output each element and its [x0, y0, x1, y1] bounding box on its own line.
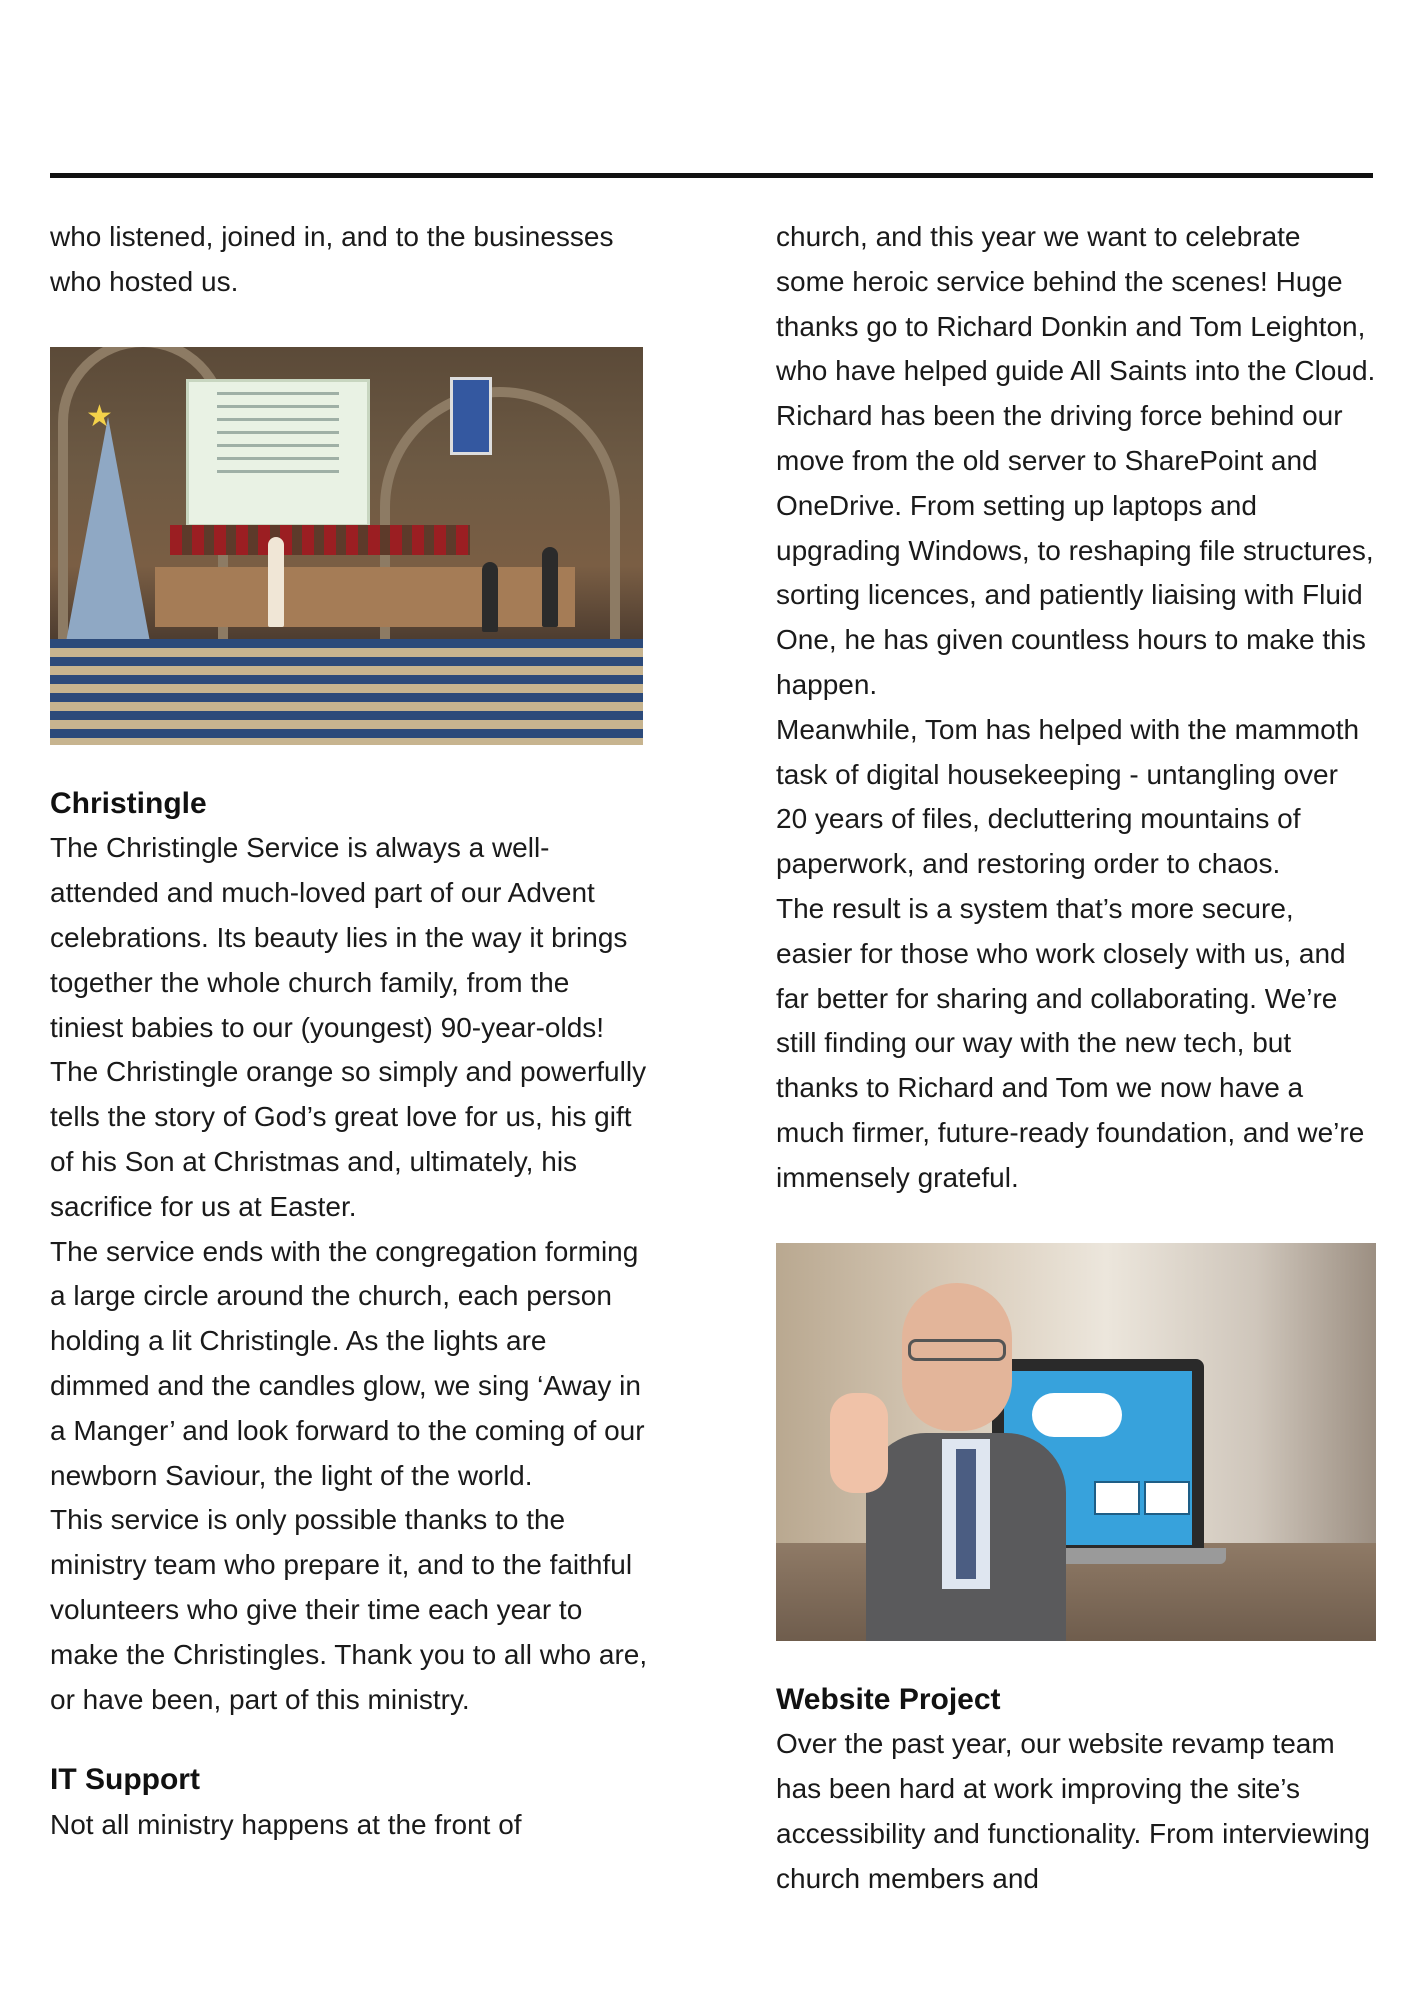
it-support-heading: IT Support	[50, 1763, 200, 1797]
it-support-paragraph: The result is a system that’s more secure, easier for those who work closely with us, and far better for sharing and collaborating. We’re still finding our way with the new tech, but thanks to Richard and Tom we now have a much firmer, future-ready foundation, and we’re immensely grateful.	[776, 892, 1365, 1193]
it-support-paragraph-start: Not all ministry happens at the front of	[50, 1809, 522, 1841]
header-rule	[50, 173, 1373, 178]
it-support-photo	[776, 1243, 1376, 1641]
christingle-paragraph: This service is only possible thanks to the ministry team who prepare it, and to the faithful volunteers who give their time each year to make the Christingles. Thank you to all who are, or have been, part of this ministry.	[50, 1504, 648, 1715]
intro-paragraph: who listened, joined in, and to the businesses who hosted us.	[50, 221, 614, 297]
website-project-heading: Website Project	[776, 1682, 1001, 1716]
christingle-service-photo: ★	[50, 347, 643, 745]
it-support-paragraph: Meanwhile, Tom has helped with the mammoth task of digital housekeeping - untangling over 20 years of files, decluttering mountains of paperwork, and restoring order to chaos.	[776, 713, 1360, 880]
christingle-paragraph: The service ends with the congregation forming a large circle around the church, each person holding a lit Christingle. As the lights are dimmed and the candles glow, we sing ‘Away in a Manger’ and look forward to the coming of our newborn Saviour, the light of the world.	[50, 1235, 645, 1491]
christingle-paragraph: The Christingle Service is always a well-attended and much-loved part of our Advent celebrations. Its beauty lies in the way it brings together the whole church family, from the tiniest babies to our (youngest) 90-year-olds! The Christingle orange so simply and powerfully tells the story of God’s great love for us, his gift of his Son at Christmas and, ultimately, his sacrifice for us at Easter.	[50, 832, 647, 1222]
it-support-paragraph: Richard has been the driving force behind our move from the old server to SharePoint and OneDrive. From setting up laptops and upgrading Windows, to reshaping file structures, sorting licences, and patiently liaising with Fluid One, he has given countless hours to make this happen.	[776, 400, 1374, 700]
website-project-paragraph-start: Over the past year, our website revamp team has been hard at work improving the site’s accessibility and functionality. From interviewing church members and	[776, 1728, 1370, 1894]
it-support-paragraph: church, and this year we want to celebrate some heroic service behind the scenes! Huge thanks go to Richard Donkin and Tom Leighton, who have helped guide All Saints into the Cloud.	[776, 221, 1376, 387]
right-column	[776, 215, 1376, 1902]
left-column	[50, 215, 650, 1848]
christingle-heading: Christingle	[50, 786, 207, 820]
